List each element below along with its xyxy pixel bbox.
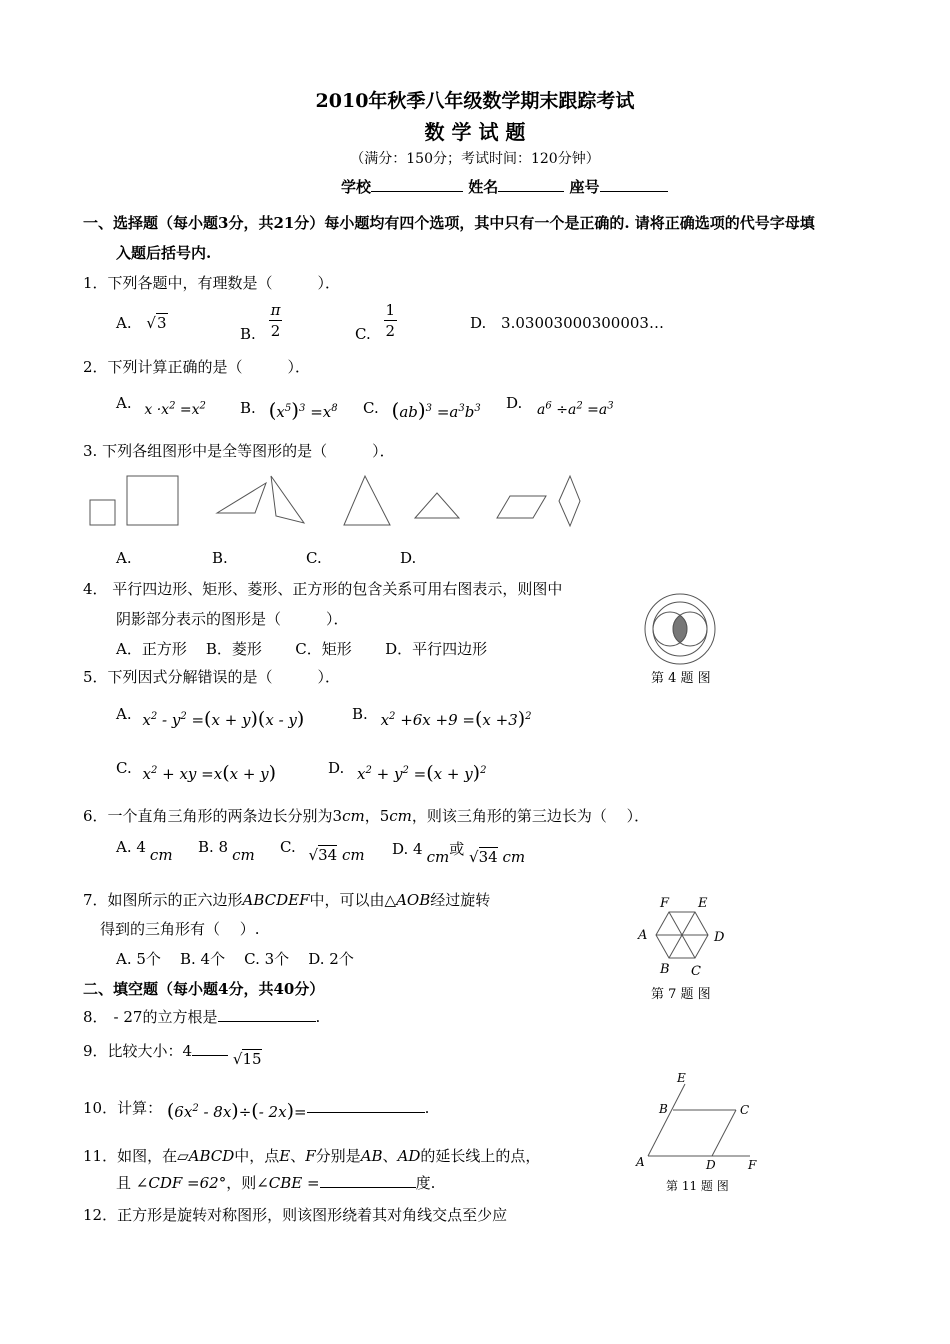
q11-stem-cont: 且 ∠CDF =62°，则∠CBE = 度.	[116, 1174, 436, 1192]
q2-option-a: A. $x \cdot x^2 =x^2$	[116, 394, 206, 418]
q2-option-b: B. $(x^5)^3 =x^8$	[240, 398, 338, 422]
para-label-d: D	[706, 1158, 716, 1172]
q3-option-a: A.	[116, 549, 132, 567]
name-label: 姓名	[468, 178, 499, 196]
q9-stem: 9．比较大小：4 √15	[83, 1042, 262, 1068]
hex-label-c: C	[691, 964, 701, 979]
q6-option-b: B. 8 cm	[198, 838, 255, 864]
q4-stem-cont: 阴影部分表示的图形是（ ）．	[116, 610, 349, 628]
q3-stem: 3. 下列各组图形中是全等图形的是（ ）．	[83, 442, 395, 460]
q7-stem-cont: 得到的三角形有（ ）.	[100, 920, 260, 938]
exam-subtitle: 数 学 试 题	[424, 120, 526, 144]
q3-option-c: C.	[306, 549, 322, 567]
q2-option-d: D. $a^6 \div a^2 =a^3$	[506, 394, 614, 418]
q4-options: A．正方形 B．菱形 C．矩形 D．平行四边形	[116, 640, 488, 658]
q10-stem: 10．计算： $(6x^2 - 8x)\div(-$ 2x)= .	[83, 1099, 430, 1122]
q4-stem: 4． 平行四边形、矩形、菱形、正方形的包含关系可用右图表示，则图中	[83, 580, 563, 598]
para-label-c: C	[740, 1103, 750, 1117]
section1-heading-cont: 入题后括号内.	[116, 244, 212, 262]
q3-option-b: B.	[212, 549, 228, 567]
q6-option-d: D. 4 cm或 √34 cm	[392, 840, 526, 866]
para-label-a: A	[636, 1155, 645, 1169]
q5-stem: 5．下列因式分解错误的是（ ）．	[83, 668, 341, 686]
para-label-b: B	[659, 1102, 668, 1116]
q11-stem: 11．如图，在▱ABCD中，点E、F分别是AB、AD的延长线上的点，	[83, 1147, 541, 1165]
q2-option-c: C. $(ab)^3 =a^3b^3$	[363, 398, 481, 422]
q5-option-b: B. $x^2 +6x +9 =(x +3)^2$	[352, 705, 532, 730]
q6-option-c: C. √34 cm	[280, 838, 365, 864]
q1-stem: 1．下列各题中，有理数是（ ）．	[83, 274, 341, 292]
q1-option-b: B. $\frac{\pi}{2}$	[240, 301, 281, 343]
q2-stem: 2．下列计算正确的是（ ）．	[83, 358, 311, 376]
hex-label-f: F	[660, 896, 670, 911]
q7-options: A. 5个 B. 4个 C. 3个 D. 2个	[116, 950, 354, 968]
para-label-e: E	[677, 1071, 686, 1085]
q6-stem: 6．一个直角三角形的两条边长分别为3cm，5cm，则该三角形的第三边长为（ ）．	[83, 807, 650, 825]
hex-label-b: B	[660, 962, 670, 977]
hex-label-e: E	[698, 896, 708, 911]
section2-heading: 二、填空题（每小题4分，共40分）	[83, 980, 325, 998]
q5-option-a: A. $x^2 - y^2 =(x + y)(x - y)$	[116, 705, 305, 730]
school-label: 学校	[341, 178, 372, 196]
q6-option-a: A. 4 cm	[116, 838, 173, 864]
exam-meta: （满分：150分；考试时间：120分钟）	[350, 151, 600, 167]
q1-option-a: A. √3	[116, 314, 167, 332]
q7-stem: 7．如图所示的正六边形ABCDEF中，可以由△AOB经过旋转	[83, 891, 491, 909]
q8-stem: 8． - 27的立方根是 .	[83, 1008, 321, 1026]
q5-option-c: C. $x^2$ + xy =x(x + y)	[116, 759, 277, 784]
q5-option-d: D. $x^2 + y^2 =(x + y)^2$	[328, 759, 487, 784]
hex-label-a: A	[638, 928, 648, 943]
para-label-f: F	[748, 1158, 757, 1172]
section1-heading: 一、选择题（每小题3分，共21分）每小题均有四个选项，其中只有一个是正确的. 请将正确选项的代号字母填	[83, 214, 815, 232]
exam-title: 2010年秋季八年级数学期末跟踪考试	[315, 90, 635, 112]
q11-caption: 第 11 题 图	[666, 1179, 729, 1193]
q12-stem: 12．正方形是旋转对称图形，则该图形绕着其对角线交点至少应	[83, 1206, 508, 1224]
hex-label-d: D	[714, 930, 725, 945]
q7-caption: 第 7 题 图	[651, 987, 711, 1002]
q3-option-d: D.	[400, 549, 417, 567]
q1-option-d: D. 3.03003000300003…	[470, 314, 664, 332]
q4-caption: 第 4 题 图	[651, 671, 711, 686]
q1-option-c: C. $\frac{1}{2}$	[355, 301, 396, 343]
seat-label: 座号	[569, 178, 600, 196]
